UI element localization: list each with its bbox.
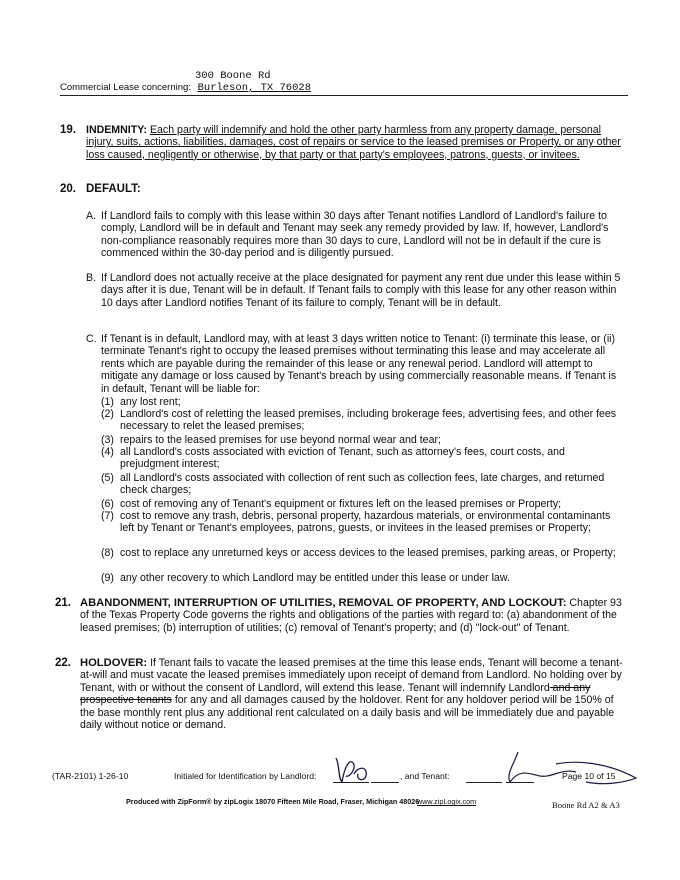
- section-20-a-label: A.: [86, 210, 97, 222]
- landlord-initials-line-2: [371, 782, 399, 783]
- c-item-8: cost to replace any unreturned keys or access devices to the leased premises, parking areas, or Property;: [120, 547, 616, 559]
- section-22-body-a: If Tenant fails to vacate the leased premises at the time this lease ends, Tenant will become a tenant-at-will and must vacate the leased premises immediately upon receipt of demand from Landlord. No holding over by Tenant, with or without the consent of Landlord, will extend this lease. Tenant will indemnify Landlord: [80, 657, 623, 694]
- c-item-7-num: (7): [101, 510, 114, 522]
- c-item-2: Landlord's cost of reletting the leased premises, including brokerage fees, advertising fees, and other fees necessary to relet the leased premises;: [120, 408, 617, 433]
- c-item-9: any other recovery to which Landlord may be entitled under this lease or under law.: [120, 572, 510, 584]
- c-item-7: cost to remove any trash, debris, personal property, hazardous materials, or environmental contaminants left by Tenant or Tenant's employees, patrons, guests, or invitees in the leased premises or Property;: [120, 510, 611, 535]
- section-19-title: INDEMNITY:: [86, 124, 148, 136]
- ziplogix-link[interactable]: www.zipLogix.com: [417, 797, 477, 806]
- section-19-number: 19.: [60, 124, 76, 136]
- section-20-c-text: If Tenant is in default, Landlord may, with at least 3 days written notice to Tenant: (i) terminate this lease, or (ii) terminate Tenant's right to occupy the leased premises without terminating this lease and may accelerate all rents which are payable during the remainder of this lease or any renewal period. Landlord will attempt to mitigate any damage or loss caused by Tenant's breach by using commercially reasonable means. If Tenant is in default, Tenant will be liable for:: [101, 333, 617, 395]
- initials-label: Initialed for Identification by Landlord:: [174, 771, 317, 781]
- c-item-4: all Landlord's costs associated with eviction of Tenant, such as attorney's fees, court costs, and prejudgment interest;: [120, 446, 565, 471]
- page-number: Page 10 of 15: [562, 771, 616, 781]
- section-22-body-b: for any and all damages caused by the holdover. Rent for any holdover period will be 150% of the base monthly rent plus any additional rent calculated on a daily basis and will be immediately due and payable daily without notice or demand.: [80, 694, 615, 732]
- section-21-title: ABANDONMENT, INTERRUPTION OF UTILITIES, REMOVAL OF PROPERTY, AND LOCKOUT:: [80, 597, 567, 609]
- section-19-indemnity: [86, 124, 626, 161]
- form-id: (TAR-2101) 1-26-10: [52, 771, 129, 781]
- tenant-initials-signature: [496, 748, 646, 788]
- section-20-a-text: If Landlord fails to comply with this lease within 30 days after Tenant notifies Landlord of Landlord's failure to comply, Landlord will be in default and Tenant may seek any remedy provided by law. If, however, Landlord's non-compliance reasonably requires more than 30 days to cure, Landlord will not be in default if the cure is commenced within the 30-day period and is diligently pursued.: [101, 210, 609, 260]
- c-item-4-num: (4): [101, 446, 114, 458]
- c-item-9-num: (9): [101, 572, 114, 584]
- handwritten-reference: Boone Rd A2 & A3: [552, 800, 620, 810]
- c-item-5: all Landlord's costs associated with collection of rent such as collection fees, late charges, and returned check charges;: [120, 472, 605, 497]
- section-22-struck-text: and any prospective tenants: [80, 681, 591, 707]
- header-label: Commercial Lease concerning:: [60, 82, 191, 93]
- section-21-body: Chapter 93 of the Texas Property Code governs the rights and obligations of the parties with regard to: (a) abandonment of the leased premises; (b) interruption of utilities; (c) removal of Tenant's property; and (d) "lock-out" of Tenant.: [80, 597, 622, 634]
- section-21-number: 21.: [55, 597, 71, 609]
- section-20-c-label: C.: [86, 333, 97, 345]
- section-22-title: HOLDOVER:: [80, 657, 148, 669]
- c-item-6-num: (6): [101, 498, 114, 510]
- address-line-2: Burleson, TX 76028: [197, 82, 312, 94]
- c-item-1-num: (1): [101, 396, 114, 408]
- produced-by: Produced with ZipForm® by zipLogix 18070 Fifteen Mile Road, Fraser, Michigan 48026: [126, 797, 420, 806]
- landlord-initials-signature: [330, 752, 374, 786]
- c-item-2-num: (2): [101, 408, 114, 420]
- section-20-title: DEFAULT:: [86, 183, 141, 195]
- header-label-row: [60, 82, 311, 94]
- c-item-6: cost of removing any of Tenant's equipment or fixtures left on the leased premises or Property;: [120, 498, 562, 510]
- section-22-holdover: [80, 657, 628, 731]
- section-21-abandonment: [80, 597, 628, 634]
- section-19-body: Each party will indemnify and hold the other party harmless from any property damage, personal injury, suits, actions, liabilities, damages, cost of repairs or service to the leased premises or Property, or any other loss caused, negligently or otherwise, by that party or that party's employees, patrons, guests, or invitees.: [86, 124, 621, 161]
- header-rule: [60, 95, 628, 96]
- c-item-1: any lost rent;: [120, 396, 181, 408]
- section-20-b-text: If Landlord does not actually receive at the place designated for payment any rent due under this lease within 5 days after it is due, Tenant will be in default. If Tenant fails to comply with this lease for any other reason within 10 days after Landlord notifies Tenant of its failure to comply, Tenant will be in default.: [101, 272, 621, 309]
- c-item-5-num: (5): [101, 472, 114, 484]
- c-item-3: repairs to the leased premises for use beyond normal wear and tear;: [120, 434, 441, 446]
- property-address: [195, 70, 271, 82]
- section-20-number: 20.: [60, 183, 76, 195]
- section-22-number: 22.: [55, 657, 71, 669]
- c-item-3-num: (3): [101, 434, 114, 446]
- address-line-1: 300 Boone Rd: [195, 70, 271, 82]
- section-20-b-label: B.: [86, 272, 97, 284]
- c-item-8-num: (8): [101, 547, 114, 559]
- and-tenant-label: , and Tenant:: [400, 771, 450, 781]
